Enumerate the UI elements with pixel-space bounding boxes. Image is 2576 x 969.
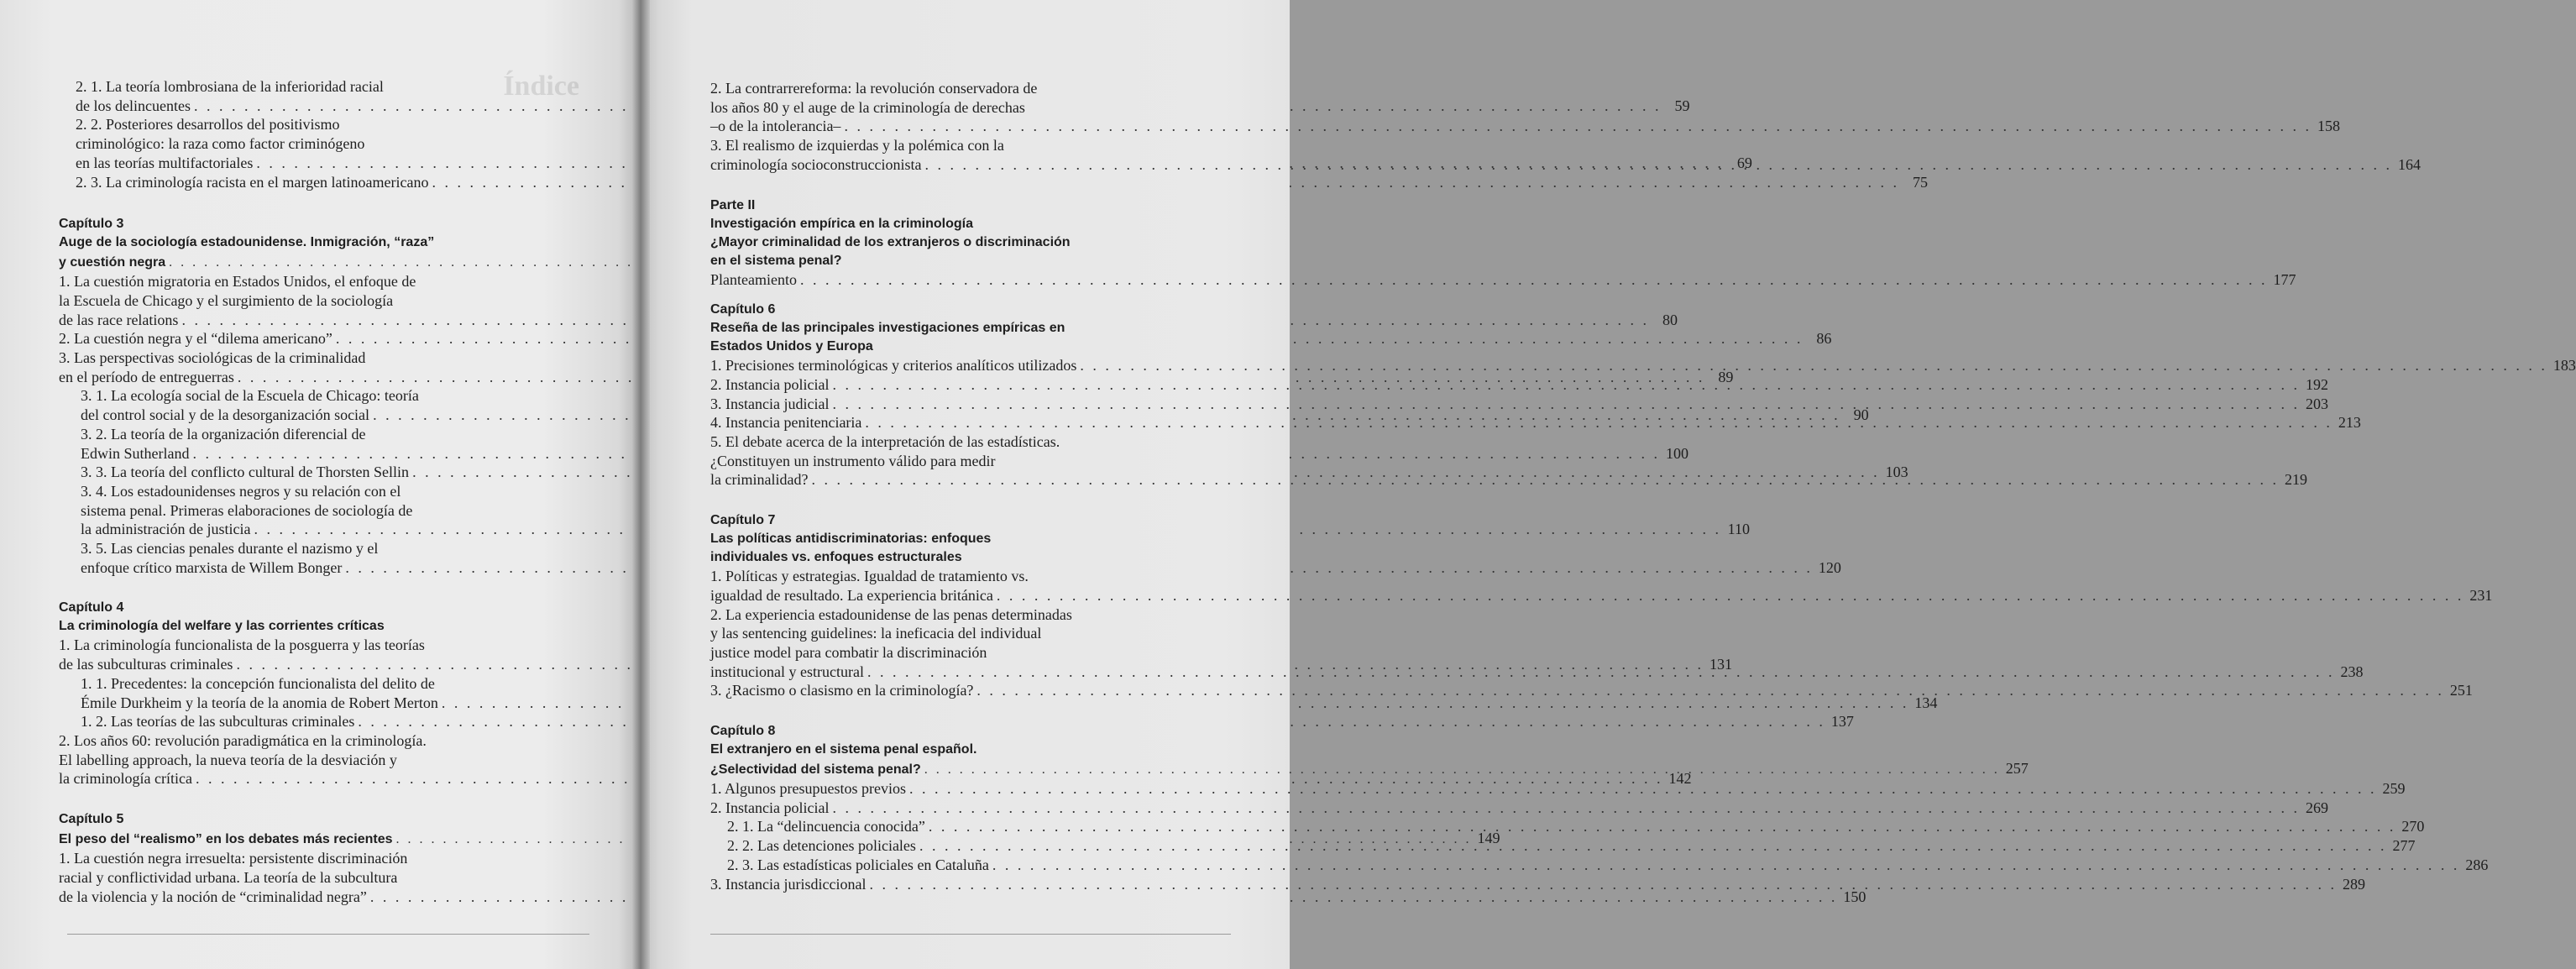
entry-line: 3. 4. Los estadounidenses negros y su relación con el [81,482,401,500]
chapter-7-title [710,530,1231,567]
dot-leader [867,663,2335,682]
entry-last-line [710,681,2473,700]
page-number: 231 [2469,586,2493,604]
toc-entry [710,270,2296,290]
toc-entry [710,817,2425,836]
dot-leader [800,270,2268,290]
title-line: Reseña de las principales investigaciones empíricas en [710,321,1065,336]
entry-last-line [710,356,2576,375]
page-number: 69 [1736,154,1752,171]
title-last-line [59,617,589,636]
entry-line: 1. La cuestión migratoria en Estados Unidos, el enfoque de [59,273,416,291]
entry-line: 1. 1. Precedentes: la concepción funcionalista del delito de [81,674,435,692]
toc-entry [710,395,2328,414]
title-text: y cuestión negra [59,255,166,270]
chapter-6-title [710,319,1231,356]
title-line: Estados Unidos y Europa [710,339,873,354]
toc-entry [710,856,2489,875]
entry-last-line [710,270,2296,290]
title-text: ¿Selectividad del sistema penal? [710,762,921,778]
entry-text: en el período de entreguerras [59,368,234,385]
entry-line: y las sentencing guidelines: la ineficacia del individual [710,625,1042,642]
page-number: 203 [2305,395,2328,412]
entry-text: 2. Instancia policial [710,375,830,393]
entry-text: Émile Durkheim y la teoría de la anomia de Robert Merton [81,694,438,711]
page-number: 183 [2552,357,2576,375]
entry-line: 5. El debate acerca de la interpretación de las estadísticas. [710,433,1060,451]
chapter-8-label: Capítulo 8 [710,724,776,739]
dot-leader [924,761,2000,779]
entry-line: 2. Los años 60: revolución paradigmática en la criminología. [59,731,427,749]
dot-leader [844,117,2312,136]
entry-last-line [710,395,2328,414]
entry-last-line [59,888,1867,907]
chapter-4-title [59,617,589,636]
entry-text: 2. 3. La criminología racista en el margen latinoamericano [76,173,429,191]
toc-entry [710,875,2365,894]
entry-line: 1. La cuestión negra irresuelta: persistente discriminación [59,850,408,867]
dot-leader [1080,356,2547,375]
entry-line: racial y conflictividad urbana. La teoría de la subcultura [59,868,398,886]
page-number: 131 [1709,656,1732,673]
entry-text: 3. Instancia judicial [710,395,830,412]
part-2-label: Parte II [710,197,756,212]
entry-line: 2. La contrarrereforma: la revolución conservadora de [710,80,1038,97]
dot-leader [832,375,2300,395]
page-number: 259 [2382,780,2406,798]
chapter-3-label: Capítulo 3 [59,217,124,232]
entry-line: 3. El realismo de izquierdas y la polémica con la [710,137,1004,155]
page-number: 90 [1853,406,1869,424]
page-number: 177 [2273,270,2296,288]
title-line: ¿Mayor criminalidad de los extranjeros o discriminación [710,234,1071,249]
page-number: 103 [1885,464,1908,481]
entry-last-line [710,875,2365,894]
page-number: 158 [2317,118,2340,135]
footer-rule [710,934,1231,935]
entry-text: criminología socioconstruccionista [710,155,922,173]
entry-text: en las teorías multifactoriales [76,154,254,171]
entry-text: 1. 2. Las teorías de las subculturas criminales [81,713,355,731]
entry-last-line [76,173,1929,192]
chapter-5-label: Capítulo 5 [59,812,124,827]
entry-line: El labelling approach, la nueva teoría de la desviación y [59,751,397,768]
page-number: 164 [2397,155,2421,173]
entry-text: 1. Algunos presupuestos previos [710,780,906,798]
entry-line: ¿Constituyen un instrumento válido para medir [710,452,996,469]
title-line: individuales vs. enfoques estructurales [710,550,962,565]
page-number: 289 [2342,875,2365,893]
chapter-6-label: Capítulo 6 [710,302,776,317]
entry-line: 2. 2. Posteriores desarrollos del positivismo [76,116,340,134]
page-number: 80 [1662,311,1678,328]
toc-entry [710,681,2473,700]
page-number: 238 [2340,663,2364,680]
page-number: 251 [2449,682,2473,699]
title-line: El extranjero en el sistema penal español. [710,742,977,757]
entry-text: 4. Instancia penitenciaria [710,414,862,432]
entry-line: 1. La criminología funcionalista de la posguerra y las teorías [59,636,425,654]
dot-leader [832,395,2300,414]
page-number: 269 [2305,799,2328,816]
entry-text: 3. Instancia jurisdiccional [710,875,867,893]
entry-line: justice model para combatir la discriminación [710,643,987,661]
entry-line: criminológico: la raza como factor criminógeno [76,135,365,153]
entry-last-line [81,694,1938,713]
entry-line: 1. Políticas y estrategias. Igualdad de tratamiento vs. [710,568,1029,585]
entry-last-line [710,586,2493,605]
page-number: 277 [2392,837,2416,855]
bleed-through-heading: Índice [503,71,579,102]
entry-text: –o de la intolerancia– [710,118,841,135]
toc-entry [710,356,2576,375]
page-number: 134 [1914,694,1938,711]
dot-leader [929,817,2396,836]
title-text: La criminología del welfare y las corrientes críticas [59,619,385,634]
entry-text: 2. La cuestión negra y el “dilema americano” [59,330,332,348]
entry-text: de las race relations [59,311,179,328]
dot-leader [811,470,2279,490]
entry-line: 3. Las perspectivas sociológicas de la criminalidad [59,349,366,367]
entry-line: sistema penal. Primeras elaboraciones de sociología de [81,501,413,519]
entry-text: 2. Instancia policial [710,799,830,816]
entry-text: 3. ¿Racismo o clasismo en la criminología? [710,682,974,699]
dot-leader [832,799,2300,818]
entry-text: 3. 3. La teoría del conflicto cultural de Thorsten Sellin [81,464,410,481]
entry-last-line [727,817,2425,836]
entry-text: institucional y estructural [710,663,864,680]
entry-text: la criminalidad? [710,471,809,489]
title-line: Investigación empírica en la criminología [710,216,973,231]
page-number: 110 [1727,521,1750,538]
entry-line: 3. 2. La teoría de la organización diferencial de [81,425,366,443]
page-number: 286 [2465,856,2489,873]
toc-entry [710,799,2328,818]
entry-last-line [727,856,2489,875]
dot-leader [909,779,2377,799]
dot-leader [919,836,2387,856]
page-number: 192 [2305,375,2328,393]
dot-leader [992,856,2460,875]
entry-line: 2. La experiencia estadounidense de las penas determinadas [710,605,1072,623]
entry-text: 2. 1. La “delincuencia conocida” [727,818,925,835]
title-line: en el sistema penal? [710,253,842,268]
page-number: 100 [1665,444,1689,462]
dot-leader [976,681,2444,700]
entry-text: de la violencia y la noción de “criminalidad negra” [59,888,367,905]
page-number: 149 [1477,830,1500,847]
entry-text: de los delincuentes [76,97,191,114]
entry-line: 2. 1. La teoría lombrosiana de la inferioridad racial [76,78,384,95]
entry-text: Planteamiento [710,270,797,288]
entry-last-line [710,117,2340,136]
part-2-entries [710,270,2296,290]
entry-text: 2. 2. Las detenciones policiales [727,837,916,855]
page-number: 137 [1830,713,1854,731]
page-number: 86 [1816,330,1832,348]
entry-text: enfoque crítico marxista de Willem Bonger [81,558,343,576]
page-number: 59 [1674,97,1690,114]
entry-last-line [81,712,1854,731]
chapter-4-label: Capítulo 4 [59,600,124,615]
page-number: 75 [1913,173,1929,191]
title-line: Auge de la sociología estadounidense. Inmigración, “raza” [59,235,435,250]
entry-text: igualdad de resultado. La experiencia británica [710,586,993,604]
page-number: 150 [1843,888,1867,905]
entry-last-line [710,799,2328,818]
entry-text: 2. 3. Las estadísticas policiales en Cataluña [727,856,989,873]
entry-line: los años 80 y el auge de la criminología de derechas [710,98,1025,116]
chapter-3-title [59,233,589,272]
toc-entry [59,173,1929,192]
page-number: 89 [1718,368,1734,385]
title-text: El peso del “realismo” en los debates más recientes [59,832,393,847]
dot-leader [924,155,2392,175]
footer-rule [67,934,589,935]
dot-leader [865,413,2333,432]
entry-text: del control social y de la desorganización social [81,406,370,424]
entry-text: de las subculturas criminales [59,656,233,673]
dot-leader [997,586,2464,605]
dot-leader [869,875,2337,894]
toc-entry [59,712,1854,731]
page-number: 120 [1818,558,1841,576]
page-number: 270 [2401,818,2425,835]
entry-text: la criminología crítica [59,770,192,788]
entry-line: 3. 5. Las ciencias penales durante el nazismo y el [81,540,379,558]
book-gutter [631,0,650,969]
entry-text: Edwin Sutherland [81,444,190,462]
page-number: 257 [2005,760,2029,778]
part-2-title [710,215,1231,270]
title-last-line [59,252,589,272]
page-number: 213 [2338,414,2361,432]
entry-line: 3. 1. La ecología social de la Escuela de Chicago: teoría [81,387,419,405]
entry-text: 1. Precisiones terminológicas y criterios analíticos utilizados [710,357,1077,375]
entry-line: la Escuela de Chicago y el surgimiento de la sociología [59,291,394,309]
page-number: 219 [2284,471,2307,489]
chapter-7-label: Capítulo 7 [710,513,776,528]
entry-text: la administración de justicia [81,521,251,538]
title-line: Las políticas antidiscriminatorias: enfoques [710,532,992,547]
page-number: 142 [1668,770,1692,788]
